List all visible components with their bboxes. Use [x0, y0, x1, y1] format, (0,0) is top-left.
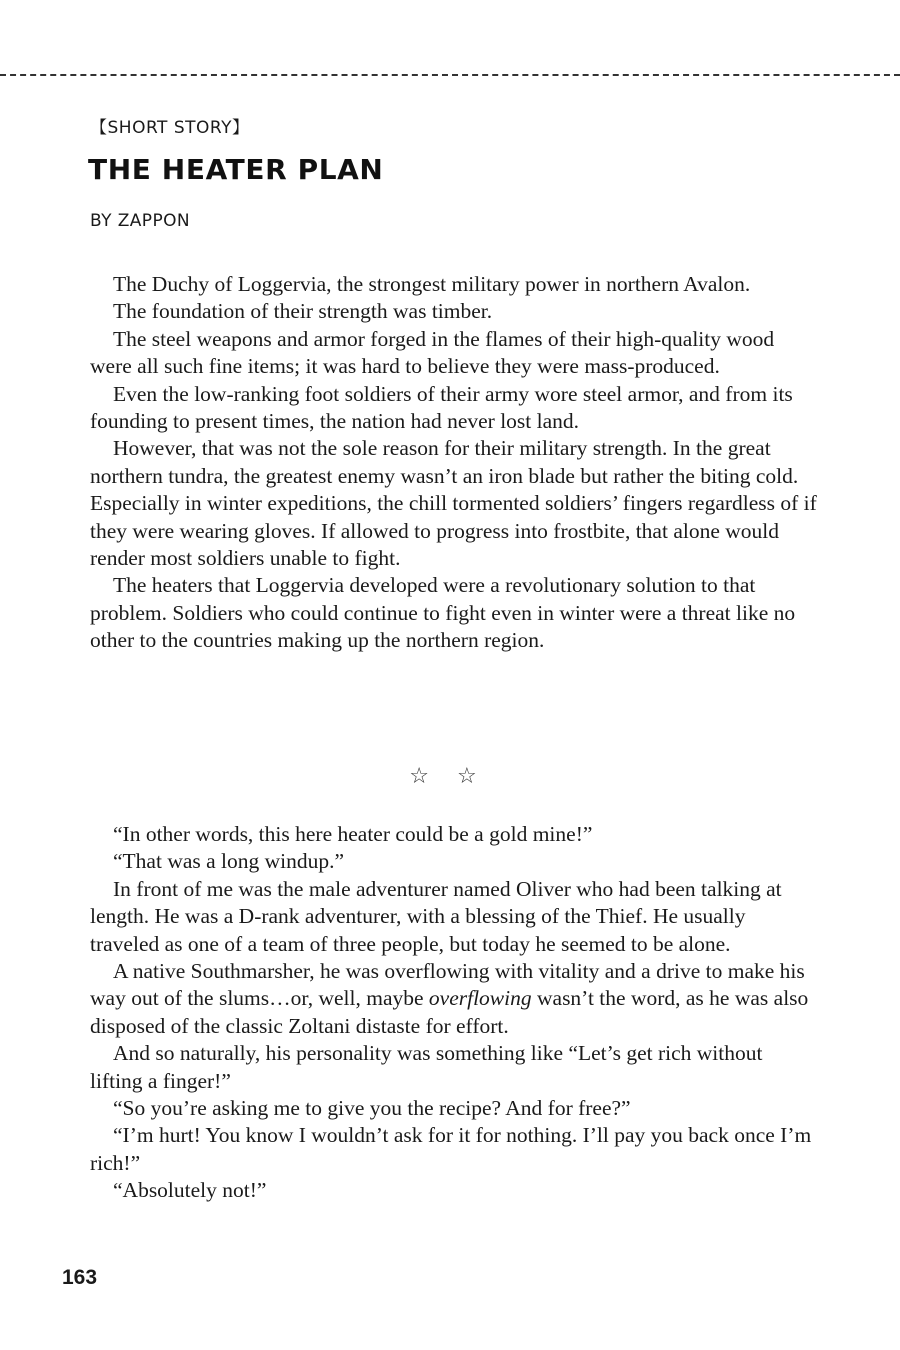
story-body-section-2 [90, 821, 820, 1205]
emphasis-text: overflowing [428, 986, 532, 1011]
star-icon: ☆ [457, 764, 477, 789]
paragraph: Even the low-ranking foot soldiers of their army wore steel armor, and from its founding to present times, the nation had never lost land. [90, 381, 793, 434]
paragraph: “So you’re asking me to give you the recipe? And for free?” [113, 1096, 631, 1121]
paragraph: In front of me was the male adventurer named Oliver who had been talking at length. He was a D-rank adventurer, with a blessing of the Thief. He usually traveled as one of a team of three people, but today he seemed to be alone. [90, 876, 782, 956]
paragraph: The heaters that Loggervia developed were a revolutionary solution to that problem. Soldiers who could continue to fight even in winter were a threat like no other to the countries making up the northern region. [90, 573, 796, 653]
paragraph: And so naturally, his personality was something like “Let’s get rich without lifting a finger!” [90, 1041, 763, 1093]
paragraph: “That was a long windup.” [113, 849, 345, 874]
star-icon: ☆ [409, 764, 429, 789]
paragraph: “I’m hurt! You know I wouldn’t ask for it for nothing. I’ll pay you back once I’m rich!” [90, 1123, 812, 1175]
paragraph: The Duchy of Loggervia, the strongest military power in northern Avalon. [113, 272, 751, 296]
paragraph: The steel weapons and armor forged in the flames of their high-quality wood were all such fine items; it was hard to believe they were mass-produced. [90, 326, 775, 379]
dashed-top-rule [0, 74, 900, 76]
story-title: THE HEATER PLAN [88, 153, 384, 186]
paragraph: “In other words, this here heater could be a gold mine!” [113, 822, 593, 846]
paragraph: However, that was not the sole reason for their military strength. In the great northern tundra, the greatest enemy wasn’t an iron blade but rather the biting cold. Especially in winter expeditions, the chill tormented soldiers’ fingers regardless of if they were wearing gloves. If allowed to progress into frostbite, that alone would render most soldiers unable to fight. [90, 436, 817, 571]
story-body-section-1 [90, 271, 820, 655]
paragraph: The foundation of their strength was timber. [113, 299, 493, 324]
paragraph-text: A native Southmarsher, he was overflowing with vitality and a drive to make his way out of the slums…or, well, maybe [90, 959, 805, 1011]
paragraph: “Absolutely not!” [113, 1178, 267, 1203]
author-byline: BY ZAPPON [90, 211, 190, 231]
paragraph-text: wasn’t the word, as he was also disposed of the classic Zoltani distaste for effort. [90, 986, 809, 1038]
page-number: 163 [62, 1266, 98, 1289]
scene-break [0, 764, 900, 789]
paragraph [90, 958, 820, 1040]
section-label: 【SHORT STORY】 [90, 118, 250, 138]
